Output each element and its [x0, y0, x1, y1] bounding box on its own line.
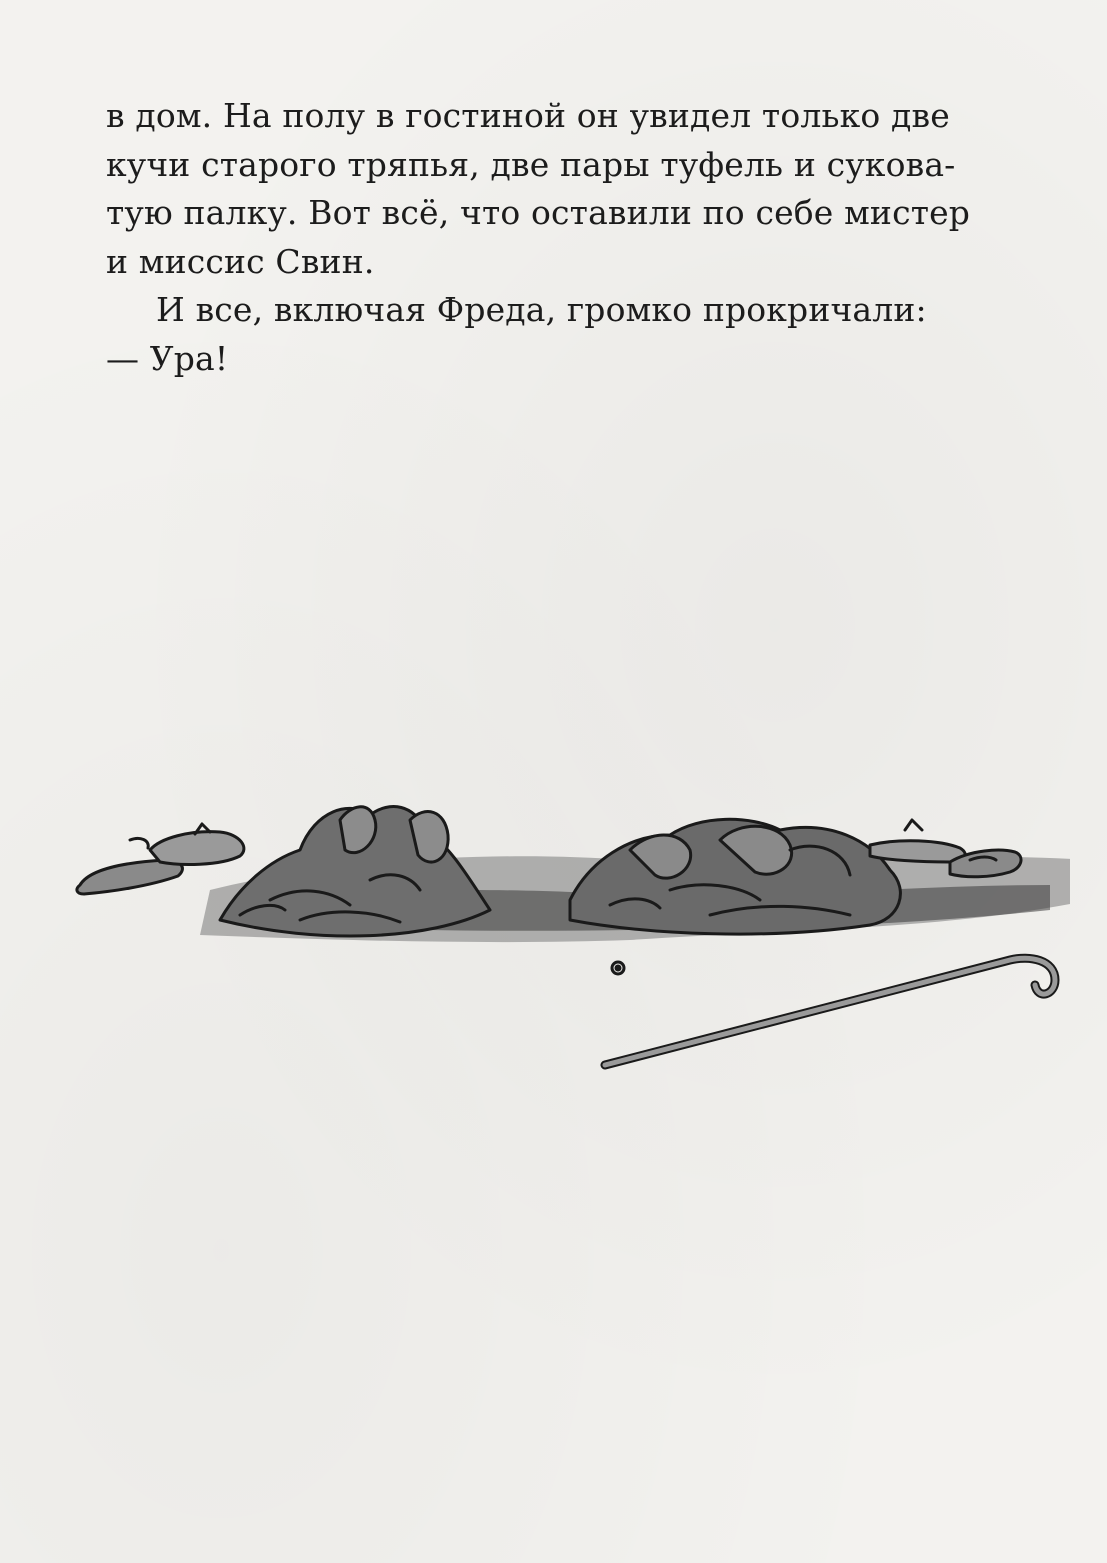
dialogue-line: — Ура!: [106, 338, 229, 378]
text-line: тую палку. Вот всё, что оставили по себе мистер: [106, 193, 971, 232]
text-line: И все, включая Фреда, громко прокричали:: [156, 290, 927, 329]
left-rag-pile: [220, 807, 490, 936]
left-shoe: [77, 824, 244, 894]
walking-stick: [605, 958, 1055, 1065]
text-line: и миссис Свин.: [106, 241, 375, 281]
illustration-rags-shoes-stick: [70, 790, 1070, 1090]
text-line: в дом. На полу в гостиной он увидел только две: [106, 96, 950, 135]
body-text: [106, 92, 1006, 383]
right-rag-pile: [570, 819, 900, 934]
text-line: кучи старого тряпья, две пары туфель и сукова-: [106, 144, 956, 184]
